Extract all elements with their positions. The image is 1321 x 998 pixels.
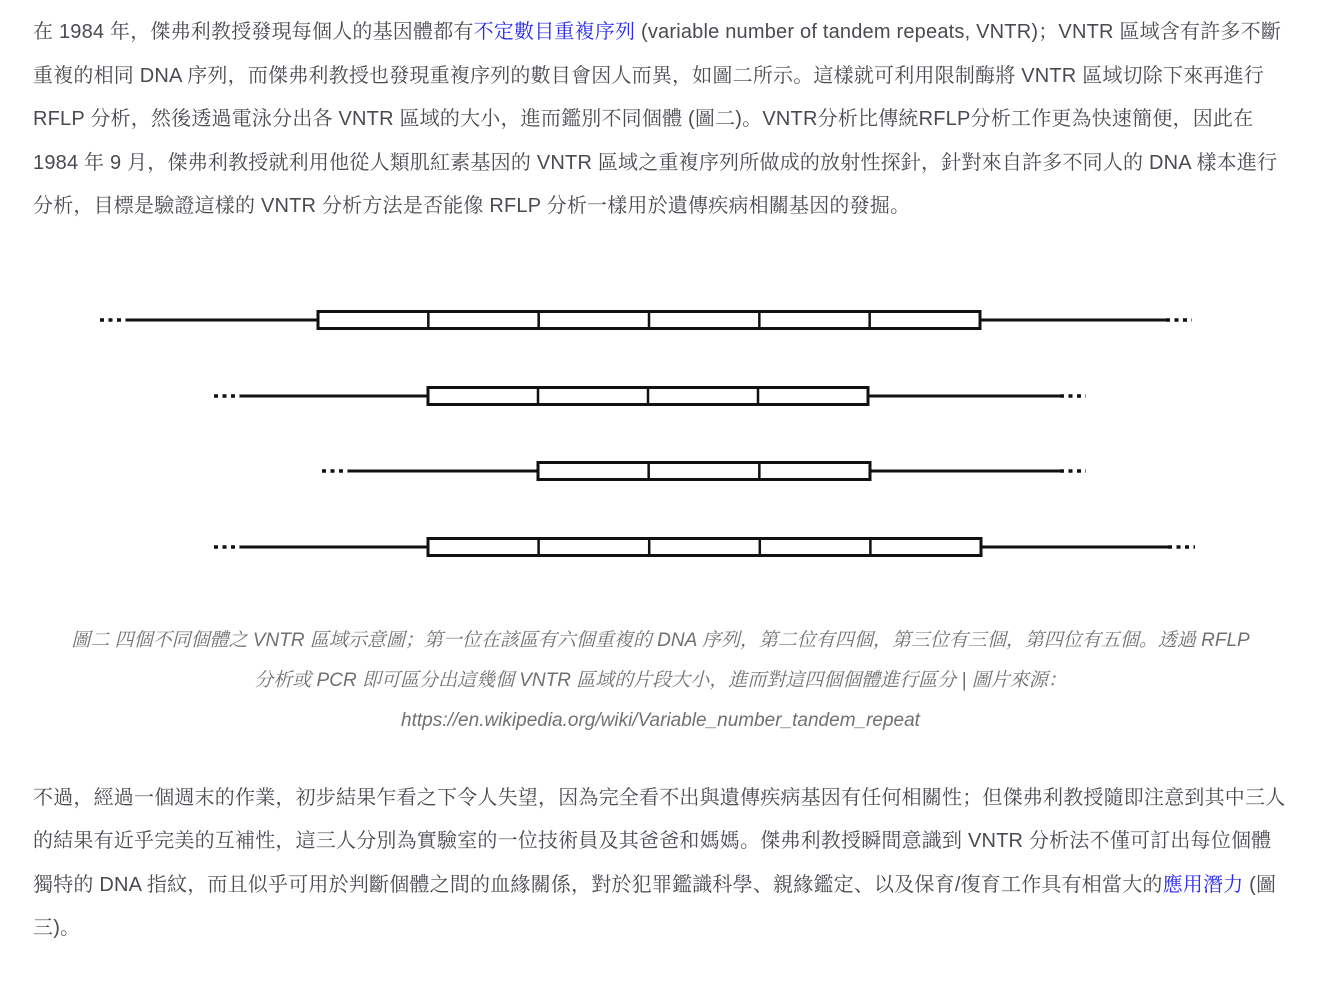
figure-caption-text: 圖二 四個不同個體之 VNTR 區域示意圖；第一位在該區有六個重複的 DNA 序列，第二位有四個，第三位有三個，第四位有五個。透過 RFLP 分析或 PCR 即可區分出這幾個 VNTR 區域的片段大小，進而對這四個個體進行區分 | 圖片來源： <box>71 629 1250 691</box>
paragraph-intro <box>0 11 1321 229</box>
paragraph-results-text-before: 不過，經過一個週末的作業，初步結果乍看之下令人失望，因為完全看不出與遺傳疾病基因有任何相關性；但傑弗利教授隨即注意到其中三人的結果有近乎完美的互補性，這三人分別為實驗室的一位技術員及其爸爸和媽媽。傑弗利教授瞬間意識到 VNTR 分析法不僅可訂出每位個體獨特的 DNA 指紋，而且似乎可用於判斷個體之間的血緣關係，對於犯罪鑑識科學、親緣鑑定、以及保育/復育工作具有相當大的 <box>33 786 1286 896</box>
figure-caption <box>0 621 1321 741</box>
paragraph-intro-text-after: (variable number of tandem repeats, VNTR)；VNTR 區域含有許多不斷重複的相同 DNA 序列，而傑弗利教授也發現重複序列的數目會因人而異，如圖二所示。這樣就可利用限制酶將 VNTR 區域切除下來再進行 RFLP 分析，然後透過電泳分出各 VNTR 區域的大小，進而鑑別不同個體 (圖二)。VNTR分析比傳統RFLP分析工作更為快速簡便，因此在 1984 年 9 月，傑弗利教授就利用他從人類肌紅素基因的 VNTR 區域之重複序列所做成的放射性探針，針對來自許多不同人的 DNA 樣本進行分析，目標是驗證這樣的 VNTR 分析方法是否能像 RFLP 分析一樣用於遺傳疾病相關基因的發掘。 <box>33 21 1282 217</box>
vntr-allele-row <box>214 387 1086 404</box>
vntr-allele-row <box>322 462 1086 479</box>
vntr-allele-row <box>214 538 1195 555</box>
vntr-figure <box>0 295 1321 575</box>
vntr-diagram-svg <box>0 295 1321 575</box>
paragraph-results-text-after: (圖三)。 <box>33 873 1277 939</box>
vntr-allele-row <box>100 311 1192 328</box>
vntr-definition-link[interactable]: 不定數目重複序列 <box>473 21 636 43</box>
paragraph-intro-text-before: 在 1984 年，傑弗利教授發現每個人的基因體都有 <box>33 21 474 43</box>
application-potential-link[interactable]: 應用潛力 <box>1162 873 1244 896</box>
vntr-region-box <box>428 538 981 555</box>
vntr-region-box <box>538 462 870 479</box>
figure-source-url: https://en.wikipedia.org/wiki/Variable_number_tandem_repeat <box>401 709 920 731</box>
paragraph-results <box>0 777 1321 951</box>
